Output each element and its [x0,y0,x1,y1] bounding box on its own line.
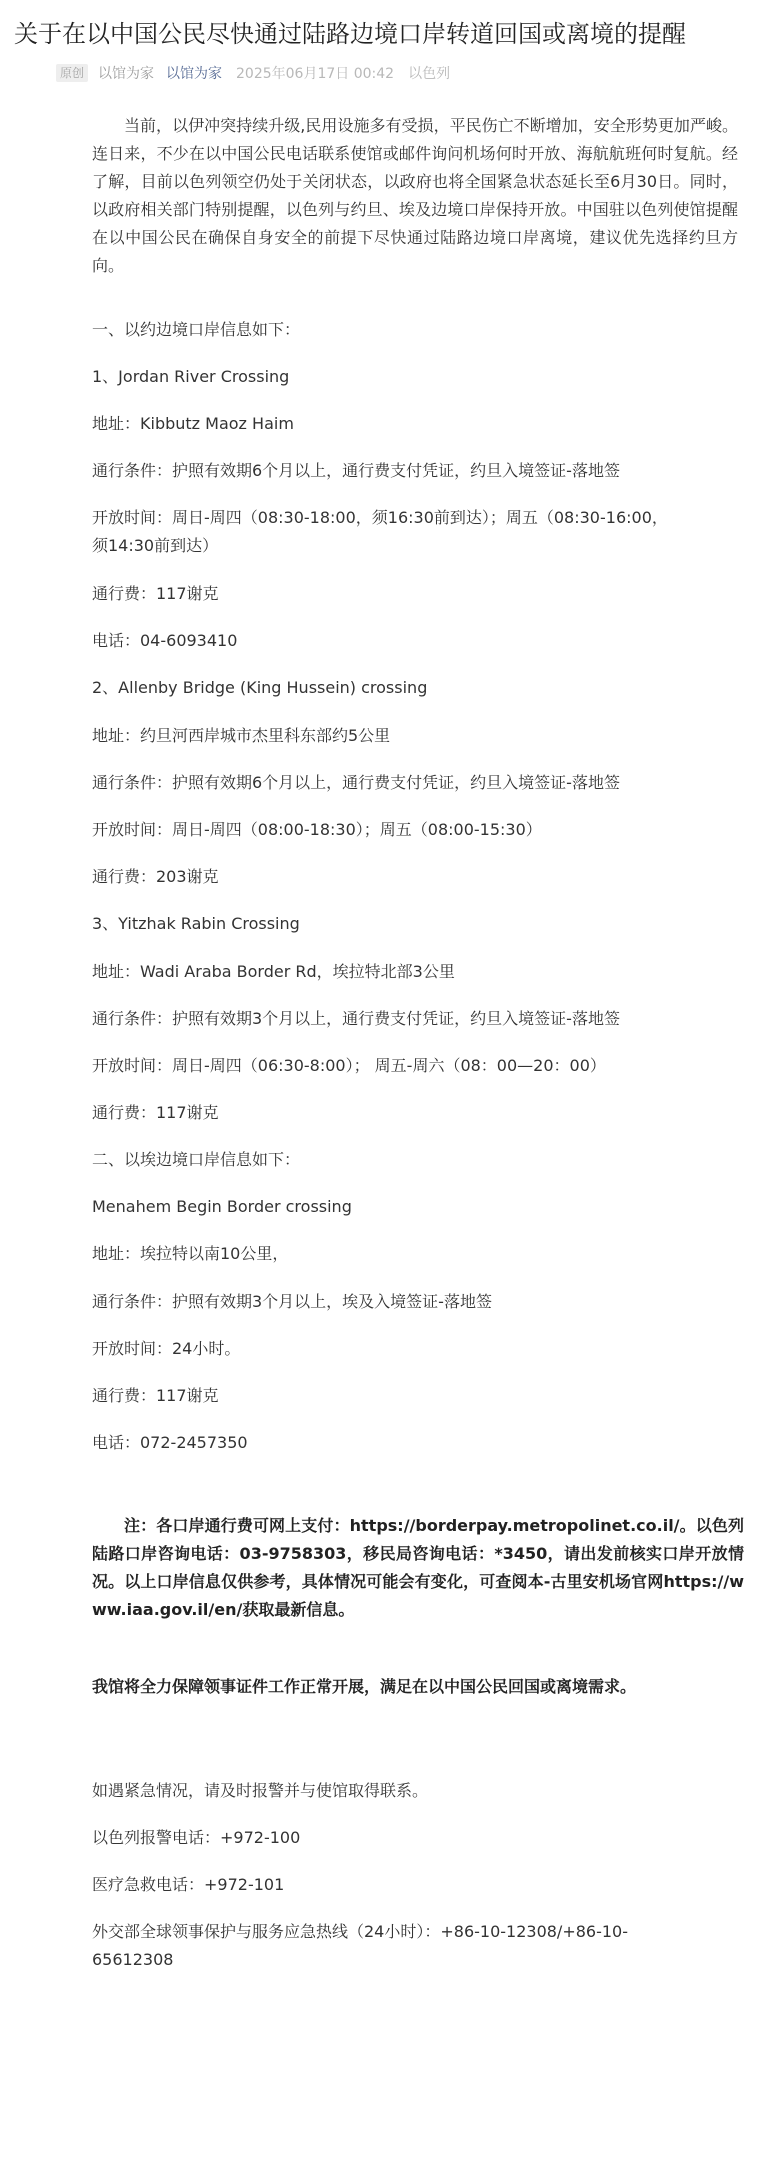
border-fee-note: 注：各口岸通行费可网上支付：https://borderpay.metropolinet.co.il/。以色列陆路口岸咨询电话：03-9758303，移民局咨询电话：*3450，请出发前核实口岸开放情况。以上口岸信息仅供参考，具体情况可能会有变化，可查阅本-古里安机场官网https://www.iaa.gov.il/en/获取最新信息。 [92,1516,744,1619]
crossing-1-conditions: 通行条件：护照有效期6个月以上，通行费支付凭证，约旦入境签证-落地签 [92,461,620,480]
crossing-1-hours: 开放时间：周日-周四（08:30-18:00，须16:30前到达）；周五（08:30-16:00， [92,508,668,527]
crossing-3-fee: 通行费：117谢克 [92,1103,219,1122]
emergency-intro: 如遇紧急情况，请及时报警并与使馆取得联系。 [92,1781,429,1800]
publish-date: 2025年06月17日 00:42 [236,66,395,82]
egypt-crossing-fee: 通行费：117谢克 [92,1386,219,1405]
crossing-1-phone: 电话：04-6093410 [92,631,238,650]
crossing-2-conditions: 通行条件：护照有效期6个月以上，通行费支付凭证，约旦入境签证-落地签 [92,773,620,792]
consular-hotline: 外交部全球领事保护与服务应急热线（24小时）：+86-10-12308/+86-10- [92,1922,628,1941]
crossing-2-fee: 通行费：203谢克 [92,867,219,886]
crossing-3-address: 地址：Wadi Araba Border Rd，埃拉特北部3公里 [92,962,455,981]
original-badge: 原创 [56,64,88,82]
egypt-crossing-address: 地址：埃拉特以南10公里， [92,1244,289,1263]
jordan-section-heading: 一、以约边境口岸信息如下： [92,320,301,339]
crossing-3-conditions: 通行条件：护照有效期3个月以上，通行费支付凭证，约旦入境签证-落地签 [92,1009,620,1028]
crossing-1-hours-cont: 须14:30前到达） [92,536,219,555]
article-title: 关于在以中国公民尽快通过陆路边境口岸转道回国或离境的提醒 [14,20,686,48]
account-link[interactable]: 以馆为家 [166,66,223,82]
crossing-1-address: 地址：Kibbutz Maoz Haim [92,414,294,433]
embassy-commitment: 我馆将全力保障领事证件工作正常开展，满足在以中国公民回国或离境需求。 [92,1677,637,1696]
crossing-3-hours: 开放时间：周日-周四（06:30-8:00）； 周五-周六（08：00—20：00） [92,1056,606,1075]
crossing-2-address: 地址：约旦河西岸城市杰里科东部约5公里 [92,726,391,745]
egypt-crossing-phone: 电话：072-2457350 [92,1433,248,1452]
police-phone: 以色列报警电话：+972-100 [92,1828,301,1847]
crossing-2-hours: 开放时间：周日-周四（08:00-18:30）；周五（08:00-15:30） [92,820,542,839]
egypt-crossing-hours: 开放时间：24小时。 [92,1339,241,1358]
egypt-crossing-name: Menahem Begin Border crossing [92,1197,352,1216]
crossing-2-name: 2、Allenby Bridge (King Hussein) crossing [92,678,428,697]
intro-paragraph: 当前，以伊冲突持续升级,民用设施多有受损，平民伤亡不断增加，安全形势更加严峻。连日来，不少在以中国公民电话联系使馆或邮件询问机场何时开放、海航航班何时复航。经了解，目前以色列领空仍处于关闭状态，以政府也将全国紧急状态延长至6月30日。同时，以政府相关部门特别提醒，以色列与约旦、埃及边境口岸保持开放。中国驻以色列使馆提醒在以中国公民在确保自身安全的前提下尽快通过陆路边境口岸离境，建议优先选择约旦方向。 [92,116,738,275]
author-name: 以馆为家 [98,66,155,82]
egypt-section-heading: 二、以埃边境口岸信息如下： [92,1150,301,1169]
medical-phone: 医疗急救电话：+972-101 [92,1875,285,1894]
publish-location: 以色列 [408,66,451,82]
crossing-3-name: 3、Yitzhak Rabin Crossing [92,914,300,933]
consular-hotline-cont: 65612308 [92,1950,174,1969]
crossing-1-name: 1、Jordan River Crossing [92,367,290,386]
egypt-crossing-conditions: 通行条件：护照有效期3个月以上，埃及入境签证-落地签 [92,1292,492,1311]
crossing-1-fee: 通行费：117谢克 [92,584,219,603]
article-meta [56,62,450,84]
